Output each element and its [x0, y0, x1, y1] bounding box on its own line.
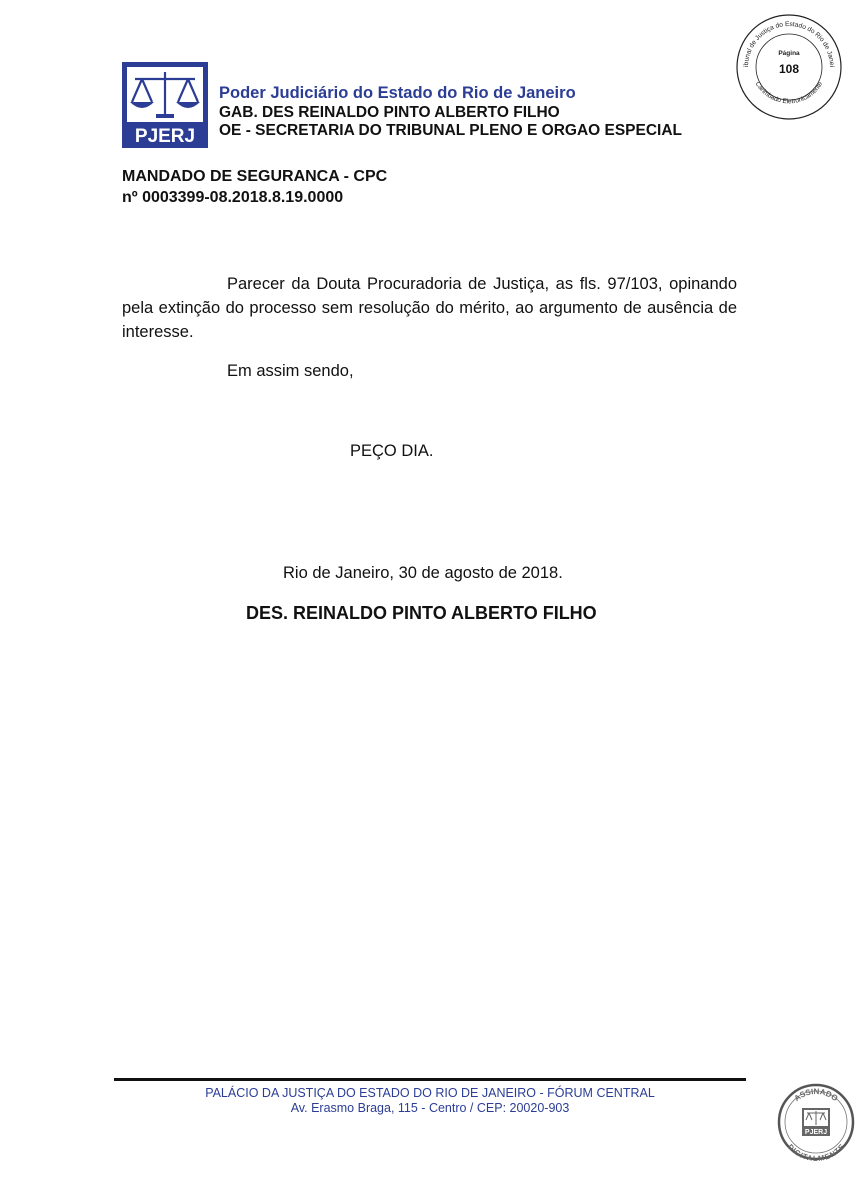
page-stamp	[734, 12, 844, 122]
signatory-name: DES. REINALDO PINTO ALBERTO FILHO	[246, 603, 597, 623]
court-name: Poder Judiciário do Estado do Rio de Janeiro	[219, 84, 576, 102]
stamp-page-number: 108	[778, 62, 800, 76]
office-name: GAB. DES REINALDO PINTO ALBERTO FILHO	[219, 104, 560, 121]
place-date: Rio de Janeiro, 30 de agosto de 2018.	[283, 564, 563, 582]
case-number: nº 0003399-08.2018.8.19.0000	[122, 189, 344, 206]
stamp-arc-top: ibunal de Justiça do Estado do Rio de Janei	[742, 20, 836, 68]
seal-arc-bottom: DIGITALMENTE	[785, 1142, 847, 1161]
digital-signature-seal	[777, 1083, 855, 1161]
secretariat-name: OE - SECRETARIA DO TRIBUNAL PLENO E ORGAO ESPECIAL	[219, 122, 683, 139]
footer-address-line-2: Av. Erasmo Braga, 115 - Centro / CEP: 20020-903	[290, 1101, 570, 1115]
seal-arc-top: ASSINADO	[792, 1086, 840, 1104]
seal-logo-text: PJERJ	[804, 1129, 828, 1136]
stamp-arc-bottom: Carimbado Eletronicamente	[753, 80, 825, 106]
case-type: MANDADO DE SEGURANCA - CPC	[122, 168, 388, 185]
pjerj-logo	[122, 62, 208, 148]
footer-address-line-1: PALÁCIO DA JUSTIÇA DO ESTADO DO RIO DE JANEIRO - FÓRUM CENTRAL	[205, 1086, 655, 1100]
logo-text: PJERJ	[134, 126, 196, 147]
opinion-paragraph: Parecer da Douta Procuradoria de Justiça, as fls. 97/103, opinando pela extinção do processo sem resolução do mérito, ao argumento de ausência de interesse.	[122, 275, 737, 341]
footer-divider	[114, 1078, 746, 1081]
closing-phrase: Em assim sendo,	[227, 362, 354, 380]
request-statement: PEÇO DIA.	[350, 442, 434, 460]
stamp-label: Página	[778, 50, 800, 57]
